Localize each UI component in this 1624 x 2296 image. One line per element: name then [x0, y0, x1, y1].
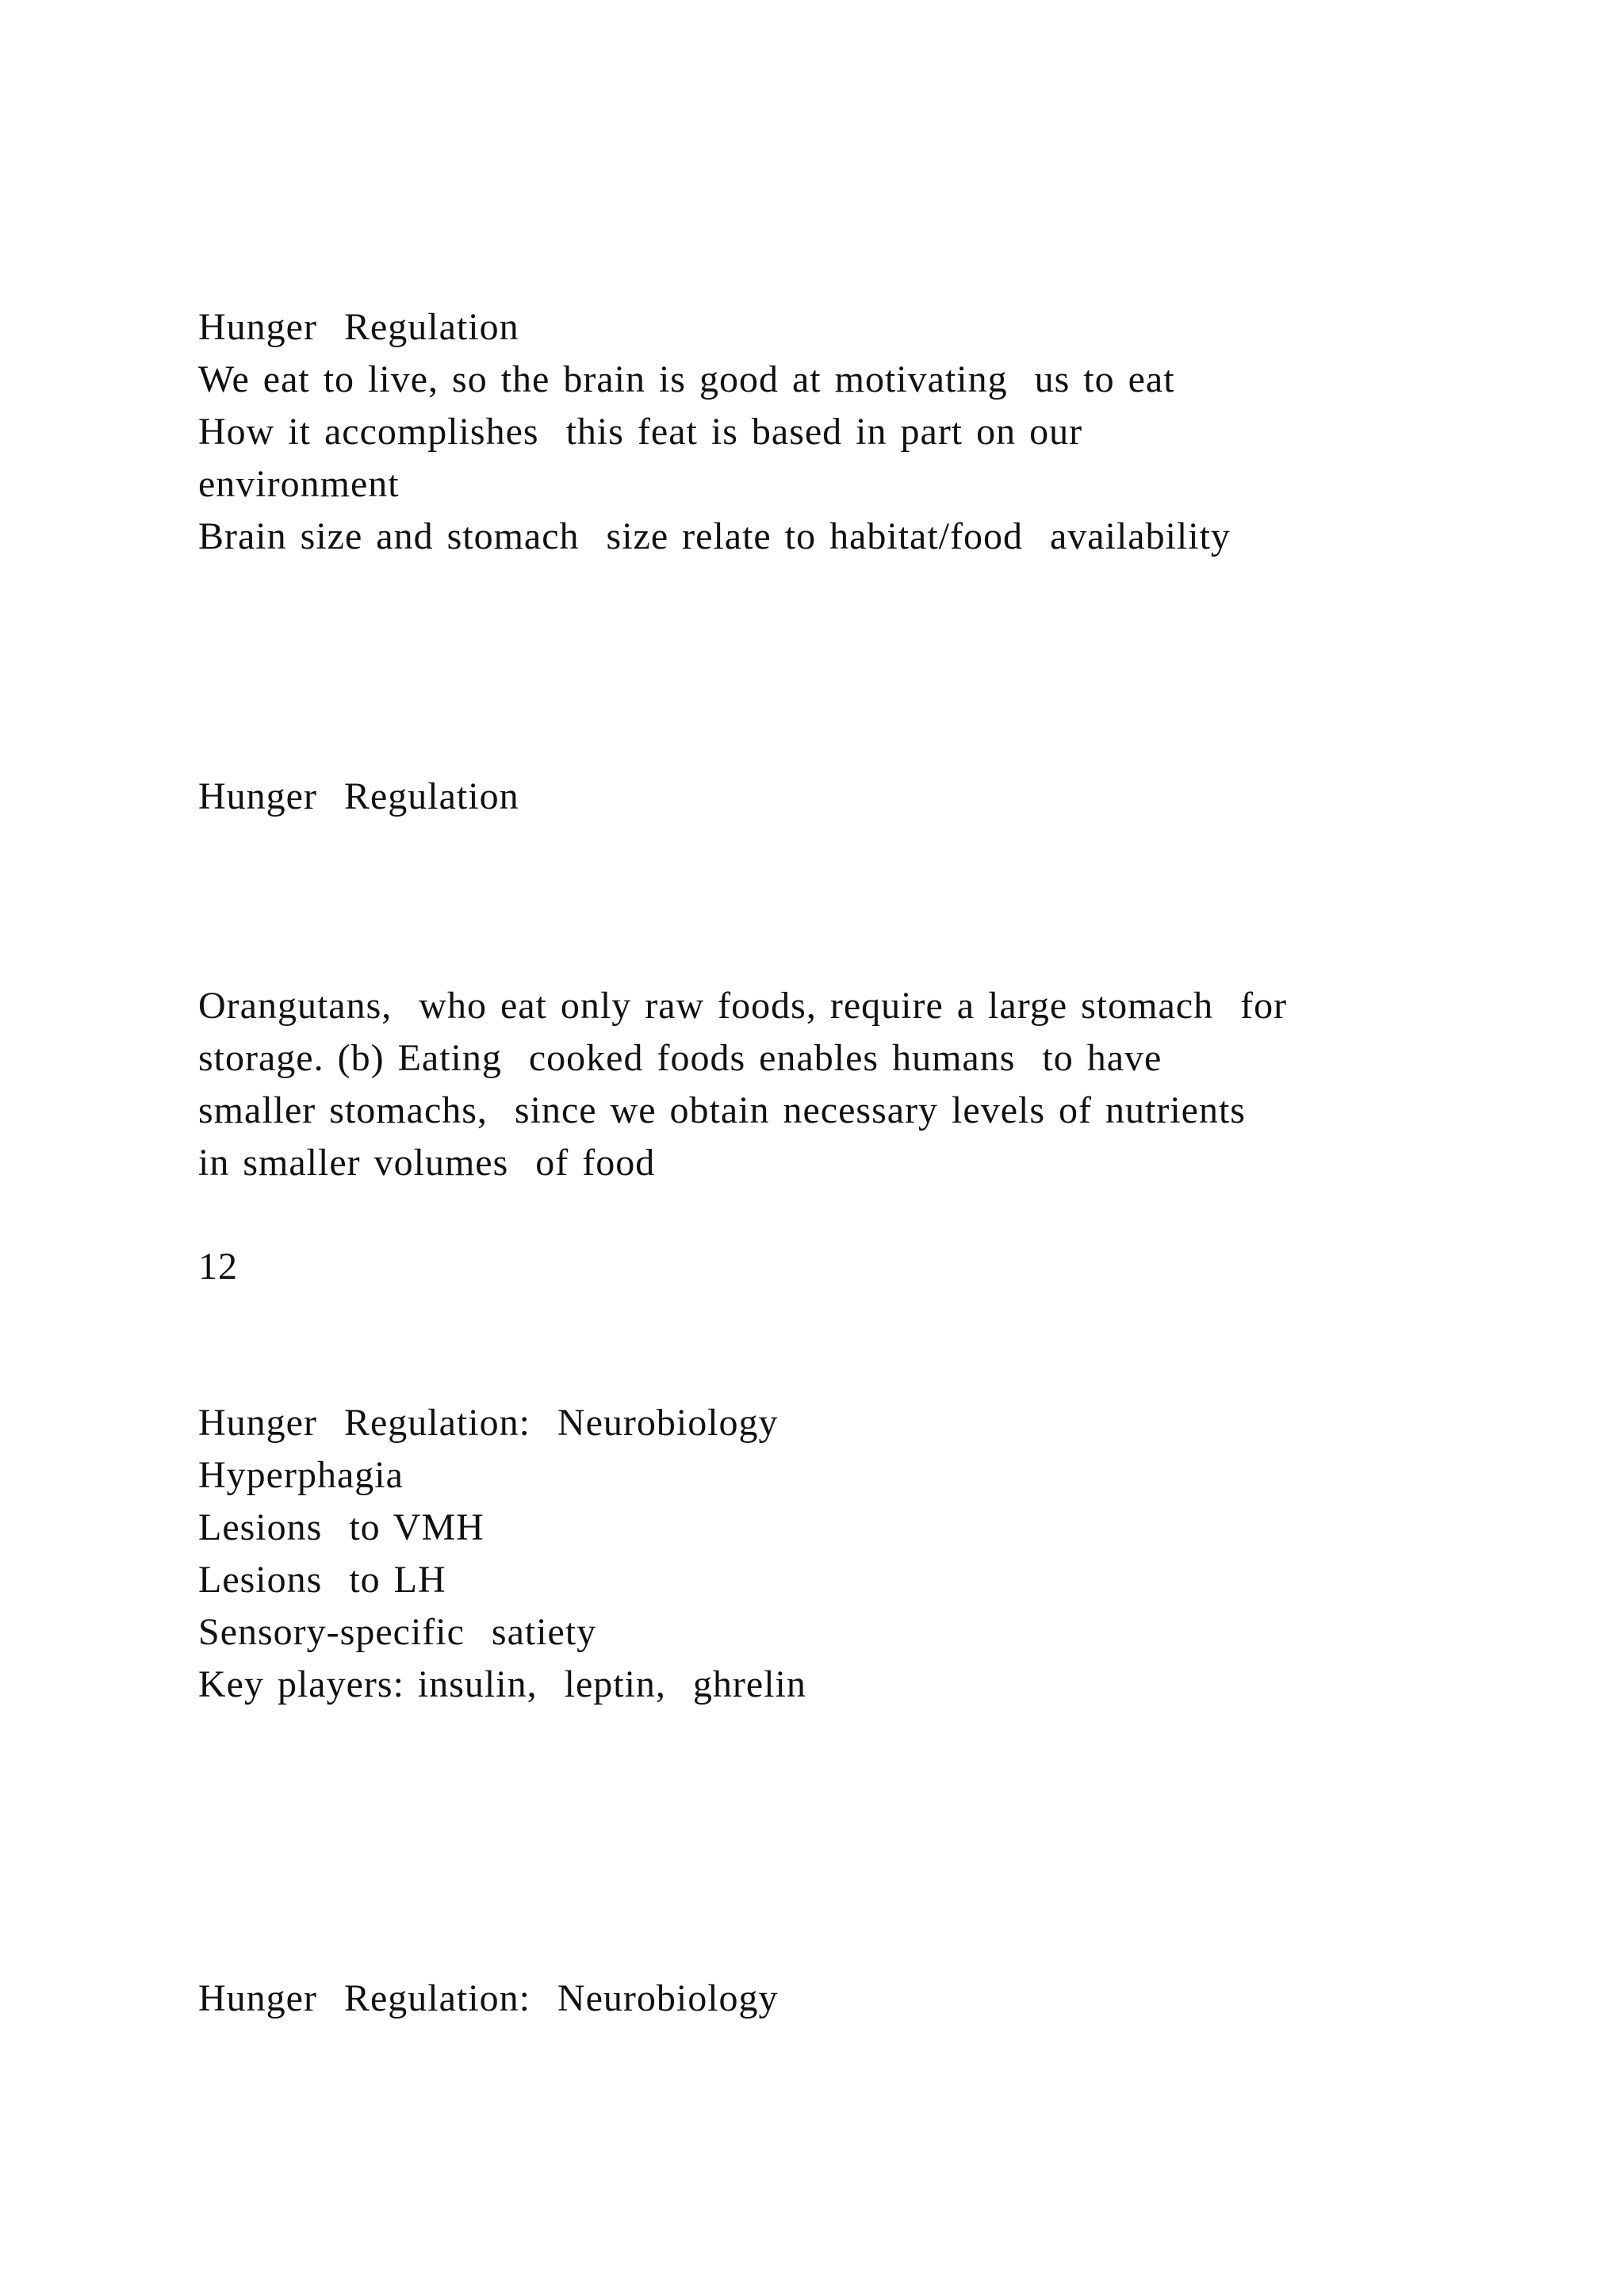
- section2-title: Hunger Regulation: [198, 775, 519, 817]
- section1-line-2: How it accomplishes this feat is based in part on our: [198, 411, 1083, 453]
- section4-line-2: Lesions to VMH: [198, 1506, 485, 1548]
- section4-line-4: Sensory-specific satiety: [198, 1611, 597, 1653]
- section3-line-1: Orangutans, who eat only raw foods, require a large stomach for: [198, 985, 1288, 1027]
- section3-line-4: in smaller volumes of food: [198, 1142, 656, 1184]
- section3-line-3: smaller stomachs, since we obtain necessary levels of nutrients: [198, 1089, 1246, 1131]
- page-number: 12: [198, 1246, 238, 1288]
- section3-line-2: storage. (b) Eating cooked foods enables humans to have: [198, 1037, 1162, 1079]
- section4-line-5: Key players: insulin, leptin, ghrelin: [198, 1663, 806, 1705]
- section1-line-4: Brain size and stomach size relate to habitat/food availability: [198, 515, 1231, 557]
- section5-title: Hunger Regulation: Neurobiology: [198, 1977, 779, 2019]
- section4-line-1: Hyperphagia: [198, 1454, 404, 1496]
- section4-title: Hunger Regulation: Neurobiology: [198, 1402, 779, 1444]
- section1-line-1: We eat to live, so the brain is good at motivating us to eat: [198, 358, 1175, 400]
- section1-line-3: environment: [198, 463, 400, 505]
- section1-title: Hunger Regulation: [198, 306, 519, 348]
- section4-line-3: Lesions to LH: [198, 1559, 446, 1601]
